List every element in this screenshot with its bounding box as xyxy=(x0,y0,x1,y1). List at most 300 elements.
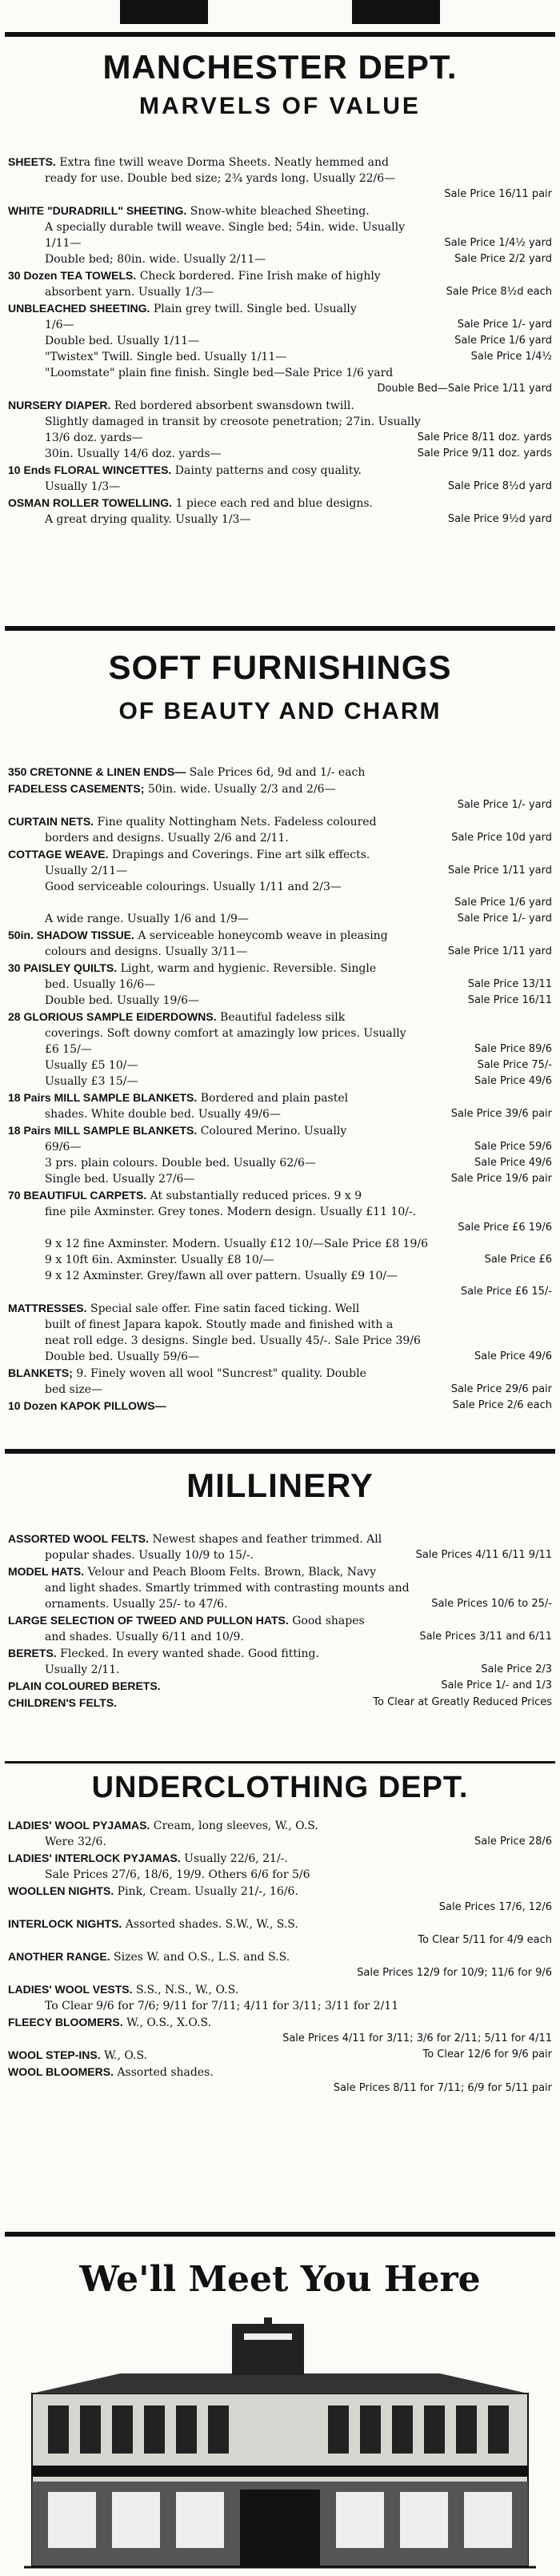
listing-item xyxy=(8,397,552,462)
listing-item xyxy=(8,1678,552,1695)
listing-line xyxy=(8,830,552,846)
listing-line xyxy=(8,219,552,235)
sale-price: Sale Price 16/11 pair xyxy=(444,188,552,200)
item-text: Usually 2/11— xyxy=(45,865,128,877)
listing-item xyxy=(8,1089,552,1122)
footer-title: We'll Meet You Here xyxy=(79,2259,481,2300)
millinery-items xyxy=(8,1531,552,1711)
listing-line xyxy=(8,1382,552,1398)
item-text: coverings. Soft downy comfort at amazingly low prices. Usually xyxy=(45,1027,406,1040)
listing-line xyxy=(8,300,552,317)
listing-item xyxy=(8,846,552,927)
item-text: 13/6 doz. yards— xyxy=(45,431,143,444)
listing-item xyxy=(8,495,552,528)
item-text: 9. Finely woven all wool "Suncrest" quality. Double xyxy=(76,1367,366,1380)
item-text: ornaments. Usually 25/- to 47/6. xyxy=(45,1598,228,1611)
item-heading: SHEETS. xyxy=(8,155,56,168)
listing-line xyxy=(8,1580,552,1596)
sale-price: Sale Price 75/- xyxy=(477,1059,552,1071)
listing-item xyxy=(8,1817,552,1850)
item-text: A wide range. Usually 1/6 and 1/9— xyxy=(45,913,249,925)
listing-line xyxy=(8,846,552,863)
sale-price: Sale Price 8½d yard xyxy=(447,480,552,492)
sale-price: Sale Prices 3/11 and 6/11 xyxy=(419,1631,552,1643)
listing-line xyxy=(8,203,552,219)
item-text: Newest shapes and feather trimmed. All xyxy=(152,1533,382,1546)
item-text: Usually 2/11. xyxy=(45,1663,120,1676)
store-building-illustration xyxy=(24,2317,536,2572)
listing-item xyxy=(8,1398,552,1414)
item-text: A serviceable honeycomb weave in pleasing xyxy=(138,929,388,942)
item-heading: 50in. SHADOW TISSUE. xyxy=(8,929,134,941)
listing-line xyxy=(8,1883,552,1900)
listing-line xyxy=(8,863,552,879)
listing-line xyxy=(8,1025,552,1041)
listing-line xyxy=(8,187,552,203)
listing-line xyxy=(8,1073,552,1089)
item-text: Assorted shades. S.W., W., S.S. xyxy=(125,1918,298,1931)
item-text: Bordered and plain pastel xyxy=(200,1092,349,1105)
item-text: Assorted shades. xyxy=(117,2066,214,2079)
item-heading: LADIES' INTERLOCK PYJAMAS. xyxy=(8,1852,181,1864)
item-heading: WHITE "DURADRILL" SHEETING. xyxy=(8,204,187,217)
item-heading: 30 PAISLEY QUILTS. xyxy=(8,961,118,974)
sale-price: Sale Price 39/6 pair xyxy=(450,1108,552,1120)
listing-line xyxy=(8,1834,552,1850)
listing-item xyxy=(8,1883,552,1916)
listing-line xyxy=(8,1596,552,1612)
listing-line xyxy=(8,1817,552,1834)
manchester-items xyxy=(8,154,552,528)
listing-line xyxy=(8,365,552,381)
sale-price: Sale Price 16/11 xyxy=(467,994,552,1006)
sale-price: Sale Price 28/6 xyxy=(474,1836,552,1848)
item-heading: BLANKETS; xyxy=(8,1366,73,1379)
listing-line xyxy=(8,1317,552,1333)
item-text: Slightly damaged in transit by creosote penetration; 27in. Usually xyxy=(45,415,421,428)
sale-price: Sale Price 49/6 xyxy=(474,1157,552,1169)
listing-item xyxy=(8,1531,552,1563)
item-heading: 70 BEAUTIFUL CARPETS. xyxy=(8,1189,147,1202)
item-text: Velour and Peach Bloom Felts. Brown, Black, Navy xyxy=(87,1566,377,1579)
item-text: Usually 22/6, 21/-. xyxy=(184,1852,288,1865)
divider xyxy=(5,626,555,631)
item-heading: UNBLEACHED SHEETING. xyxy=(8,302,150,315)
listing-line xyxy=(8,446,552,462)
millinery-title: MILLINERY xyxy=(186,1467,374,1504)
listing-item xyxy=(8,1009,552,1089)
item-text: Drapings and Coverings. Fine art silk effects. xyxy=(111,849,370,861)
item-heading: FLEECY BLOOMERS. xyxy=(8,2016,123,2028)
listing-item xyxy=(8,780,552,813)
listing-item xyxy=(8,1300,552,1365)
listing-line xyxy=(8,911,552,927)
listing-item xyxy=(8,1850,552,1883)
item-heading: MODEL HATS. xyxy=(8,1565,85,1578)
item-text: At substantially reduced prices. 9 x 9 xyxy=(150,1190,362,1202)
sale-price: Sale Prices 8/11 for 7/11; 6/9 for 5/11 pair xyxy=(333,2082,552,2094)
item-text: Double bed. Usually 59/6— xyxy=(45,1350,200,1363)
sale-price: Sale Price 59/6 xyxy=(474,1141,552,1153)
listing-item xyxy=(8,267,552,300)
listing-item xyxy=(8,1122,552,1187)
sale-price: Sale Prices 4/11 6/11 9/11 xyxy=(415,1549,552,1561)
item-text: and light shades. Smartly trimmed with contrasting mounts and xyxy=(45,1582,410,1595)
sale-price: Sale Price 1/- yard xyxy=(457,319,552,331)
item-text: neat roll edge. 3 designs. Single bed. Usually 45/-. Sale Price 39/6 xyxy=(45,1334,421,1347)
item-text: Usually £5 10/— xyxy=(45,1059,138,1072)
sale-price: Sale Price 49/6 xyxy=(474,1075,552,1087)
divider xyxy=(5,1449,555,1454)
sale-price: Sale Price 9/11 doz. yards xyxy=(417,447,552,459)
listing-line xyxy=(8,2031,552,2047)
listing-line xyxy=(8,1867,552,1883)
listing-line xyxy=(8,927,552,944)
listing-line xyxy=(8,2064,552,2080)
listing-line xyxy=(8,1187,552,1204)
sale-price: Sale Price 2/6 each xyxy=(452,1399,552,1411)
sale-price: Sale Price 19/6 pair xyxy=(450,1173,552,1185)
item-heading: CURTAIN NETS. xyxy=(8,815,94,828)
listing-line xyxy=(8,1171,552,1187)
item-text: Good shapes xyxy=(292,1615,365,1627)
divider xyxy=(5,1761,555,1763)
listing-line xyxy=(8,235,552,251)
listing-line xyxy=(8,1563,552,1580)
item-text: "Twistex" Twill. Single bed. Usually 1/11— xyxy=(45,351,287,363)
soft-furnishings-subtitle: OF BEAUTY AND CHARM xyxy=(118,698,442,724)
listing-item xyxy=(8,300,552,397)
item-heading: WOOL STEP-INS. xyxy=(8,2048,101,2061)
listing-line xyxy=(8,512,552,528)
item-text: 1/11— xyxy=(45,237,82,250)
listing-line xyxy=(8,349,552,365)
manchester-subtitle: MARVELS OF VALUE xyxy=(139,93,421,119)
listing-line xyxy=(8,960,552,977)
listing-line xyxy=(8,1204,552,1220)
item-text: colours and designs. Usually 3/11— xyxy=(45,945,248,958)
item-text: 1 piece each red and blue designs. xyxy=(175,497,374,510)
item-heading: MATTRESSES. xyxy=(8,1302,87,1314)
listing-item xyxy=(8,960,552,1009)
item-text: Light, warm and hygienic. Reversible. Single xyxy=(120,962,377,975)
item-heading: 18 Pairs MILL SAMPLE BLANKETS. xyxy=(8,1091,198,1104)
sale-price: Sale Price 29/6 pair xyxy=(450,1383,552,1395)
item-heading: LADIES' WOOL VESTS. xyxy=(8,1983,133,1996)
listing-line xyxy=(8,1531,552,1547)
listing-line xyxy=(8,397,552,414)
underclothing-title: UNDERCLOTHING DEPT. xyxy=(91,1771,469,1804)
item-text: and shades. Usually 6/11 and 10/9. xyxy=(45,1631,244,1643)
listing-line xyxy=(8,1155,552,1171)
item-heading: OSMAN ROLLER TOWELLING. xyxy=(8,496,173,509)
listing-line xyxy=(8,1695,552,1711)
item-text: Sale Prices 27/6, 18/6, 19/9. Others 6/6 for 5/6 xyxy=(45,1868,310,1881)
item-text: Check bordered. Fine Irish make of highly xyxy=(139,270,381,283)
soft-furnishings-title: SOFT FURNISHINGS xyxy=(108,648,452,686)
item-text: shades. White double bed. Usually 49/6— xyxy=(45,1108,281,1121)
listing-line xyxy=(8,895,552,911)
item-text: Extra fine twill weave Dorma Sheets. Neatly hemmed and xyxy=(59,156,389,169)
listing-item xyxy=(8,1612,552,1645)
item-text: Usually £3 15/— xyxy=(45,1075,138,1088)
item-heading: BERETS. xyxy=(8,1647,57,1659)
item-heading: 28 GLORIOUS SAMPLE EIDERDOWNS. xyxy=(8,1010,217,1023)
sale-price: Sale Price 13/11 xyxy=(467,978,552,990)
sale-price: Sale Price £6 15/- xyxy=(460,1286,552,1298)
listing-line xyxy=(8,993,552,1009)
item-text: 50in. wide. Usually 2/3 and 2/6— xyxy=(147,783,336,796)
listing-line xyxy=(8,333,552,349)
item-text: Flecked. In every wanted shade. Good fitting. xyxy=(60,1647,319,1660)
sale-price: Sale Price £6 xyxy=(484,1254,552,1266)
listing-line xyxy=(8,764,552,780)
sale-price: Sale Price £6 19/6 xyxy=(458,1222,552,1234)
item-heading: LARGE SELECTION OF TWEED AND PULLON HATS. xyxy=(8,1614,289,1627)
item-heading: 350 CRETONNE & LINEN ENDS— xyxy=(8,765,186,778)
sale-price: To Clear 12/6 for 9/6 pair xyxy=(422,2048,552,2060)
item-text: Pink, Cream. Usually 21/-, 16/6. xyxy=(117,1885,298,1898)
listing-line xyxy=(8,317,552,333)
item-heading: COTTAGE WEAVE. xyxy=(8,848,109,861)
sale-price: Sale Price 8½d each xyxy=(446,286,552,298)
item-text: Coloured Merino. Usually xyxy=(200,1125,347,1138)
divider xyxy=(5,32,555,37)
listing-line xyxy=(8,381,552,397)
item-text: To Clear 9/6 for 7/6; 9/11 for 7/11; 4/11 for 3/11; 3/11 for 2/11 xyxy=(45,2000,399,2012)
sale-price: Sale Price 49/6 xyxy=(474,1350,552,1362)
item-text: Red bordered absorbent swansdown twill. xyxy=(114,399,354,412)
item-text: 9 x 12 fine Axminster. Modern. Usually £12 10/—Sale Price £8 19/6 xyxy=(45,1238,428,1250)
listing-line xyxy=(8,1629,552,1645)
item-heading: NURSERY DIAPER. xyxy=(8,399,111,411)
top-banner-fragment xyxy=(0,0,560,30)
item-text: Dainty patterns and cosy quality. xyxy=(174,464,362,477)
listing-line xyxy=(8,267,552,284)
item-text: 9 x 10ft 6in. Axminster. Usually £8 10/— xyxy=(45,1254,274,1266)
listing-line xyxy=(8,1965,552,1981)
listing-line xyxy=(8,251,552,267)
sale-price: To Clear at Greatly Reduced Prices xyxy=(373,1696,552,1708)
item-text: bed. Usually 16/6— xyxy=(45,978,156,991)
listing-line xyxy=(8,1916,552,1932)
item-text: Good serviceable colourings. Usually 1/11 and 2/3— xyxy=(45,881,342,893)
item-heading: WOOLLEN NIGHTS. xyxy=(8,1884,114,1897)
item-text: Were 32/6. xyxy=(45,1836,106,1848)
listing-item xyxy=(8,1981,552,2014)
listing-line xyxy=(8,1948,552,1965)
item-text: W., O.S., X.O.S. xyxy=(126,2016,212,2029)
item-heading: CHILDREN'S FELTS. xyxy=(8,1696,118,1709)
listing-line xyxy=(8,1981,552,1998)
item-heading: LADIES' WOOL PYJAMAS. xyxy=(8,1819,150,1832)
listing-line xyxy=(8,154,552,171)
item-heading: FADELESS CASEMENTS; xyxy=(8,782,145,795)
listing-item xyxy=(8,1365,552,1398)
listing-line xyxy=(8,462,552,479)
listing-line xyxy=(8,1850,552,1867)
listing-item xyxy=(8,2014,552,2047)
soft-furnishings-items xyxy=(8,764,552,1414)
manchester-title: MANCHESTER DEPT. xyxy=(102,48,458,86)
item-text: Sizes W. and O.S., L.S. and S.S. xyxy=(114,1951,290,1964)
listing-line xyxy=(8,944,552,960)
item-text: Usually 1/3— xyxy=(45,480,121,493)
listing-line xyxy=(8,1139,552,1155)
listing-item xyxy=(8,203,552,267)
sale-price: Sale Price 1/6 yard xyxy=(454,335,552,347)
item-text: ready for use. Double bed size; 2¾ yards long. Usually 22/6— xyxy=(45,172,396,185)
listing-item xyxy=(8,1645,552,1678)
sale-price: Sale Prices 17/6, 12/6 xyxy=(438,1901,552,1913)
listing-item xyxy=(8,2064,552,2097)
listing-line xyxy=(8,2080,552,2097)
item-text: Sale Prices 6d, 9d and 1/- each xyxy=(189,766,366,779)
listing-line xyxy=(8,1900,552,1916)
sale-price: Sale Price 9½d yard xyxy=(447,513,552,525)
item-heading: WOOL BLOOMERS. xyxy=(8,2065,114,2078)
listing-item xyxy=(8,1187,552,1300)
item-text: 30in. Usually 14/6 doz. yards— xyxy=(45,447,222,460)
sale-price: Sale Prices 12/9 for 10/9; 11/6 for 9/6 xyxy=(357,1967,552,1979)
item-heading: 30 Dozen TEA TOWELS. xyxy=(8,269,137,282)
listing-line xyxy=(8,1365,552,1382)
item-heading: 10 Dozen KAPOK PILLOWS— xyxy=(8,1399,166,1412)
item-text: 1/6— xyxy=(45,319,74,331)
listing-line xyxy=(8,1009,552,1025)
item-heading: 18 Pairs MILL SAMPLE BLANKETS. xyxy=(8,1124,198,1137)
item-text: £6 15/— xyxy=(45,1043,92,1056)
underclothing-items xyxy=(8,1817,552,2097)
sale-price: Sale Price 1/- yard xyxy=(457,799,552,811)
sale-price: Sale Price 1/6 yard xyxy=(454,897,552,909)
item-heading: 10 Ends FLORAL WINCETTES. xyxy=(8,463,172,476)
item-text: W., O.S. xyxy=(104,2049,148,2062)
listing-line xyxy=(8,479,552,495)
sale-price: Sale Price 2/2 yard xyxy=(454,253,552,265)
sale-price: Double Bed—Sale Price 1/11 yard xyxy=(377,383,552,395)
listing-line xyxy=(8,1089,552,1106)
listing-line xyxy=(8,1220,552,1236)
item-heading: PLAIN COLOURED BERETS. xyxy=(8,1679,161,1692)
listing-line xyxy=(8,430,552,446)
item-text: absorbent yarn. Usually 1/3— xyxy=(45,286,214,299)
sale-price: Sale Price 1/11 yard xyxy=(447,945,552,957)
listing-item xyxy=(8,1916,552,1948)
item-text: Single bed. Usually 27/6— xyxy=(45,1173,195,1186)
item-text: 3 prs. plain colours. Double bed. Usually 62/6— xyxy=(45,1157,316,1170)
item-text: Fine quality Nottingham Nets. Fadeless coloured xyxy=(97,816,377,829)
listing-item xyxy=(8,462,552,495)
listing-line xyxy=(8,780,552,797)
sale-price: Sale Price 1/4½ yard xyxy=(444,237,552,249)
listing-line xyxy=(8,2047,552,2064)
listing-line xyxy=(8,1252,552,1268)
item-text: Double bed; 80in. wide. Usually 2/11— xyxy=(45,253,266,266)
item-text: Cream, long sleeves, W., O.S. xyxy=(153,1820,318,1832)
sale-price: Sale Prices 10/6 to 25/- xyxy=(431,1598,552,1610)
listing-line xyxy=(8,1349,552,1365)
listing-line xyxy=(8,1268,552,1284)
listing-item xyxy=(8,813,552,846)
listing-line xyxy=(8,495,552,512)
item-text: 9 x 12 Axminster. Grey/fawn all over pattern. Usually £9 10/— xyxy=(45,1270,398,1282)
item-text: fine pile Axminster. Grey tones. Modern design. Usually £11 10/-. xyxy=(45,1206,417,1218)
listing-line xyxy=(8,284,552,300)
sale-price: Sale Price 1/11 yard xyxy=(447,865,552,877)
listing-line xyxy=(8,1284,552,1300)
listing-line xyxy=(8,1398,552,1414)
listing-line xyxy=(8,1106,552,1122)
listing-line xyxy=(8,879,552,895)
listing-line xyxy=(8,1547,552,1563)
listing-line xyxy=(8,1057,552,1073)
listing-item xyxy=(8,154,552,203)
listing-line xyxy=(8,2014,552,2031)
item-text: Beautiful fadeless silk xyxy=(220,1011,346,1024)
listing-line xyxy=(8,1998,552,2014)
item-text: Double bed. Usually 1/11— xyxy=(45,335,200,347)
item-text: Double bed. Usually 19/6— xyxy=(45,994,200,1007)
listing-item xyxy=(8,2047,552,2064)
listing-line xyxy=(8,414,552,430)
listing-line xyxy=(8,1300,552,1317)
item-text: 69/6— xyxy=(45,1141,82,1154)
item-text: Snow-white bleached Sheeting. xyxy=(190,205,370,218)
item-text: Special sale offer. Fine satin faced ticking. Well xyxy=(90,1302,360,1315)
listing-line xyxy=(8,813,552,830)
item-text: A great drying quality. Usually 1/3— xyxy=(45,513,251,526)
sale-price: Sale Price 10d yard xyxy=(451,832,552,844)
listing-item xyxy=(8,1563,552,1612)
listing-line xyxy=(8,1932,552,1948)
listing-line xyxy=(8,1236,552,1252)
item-text: built of finest Japara kapok. Stoutly made and finished with a xyxy=(45,1318,394,1331)
item-text: S.S., N.S., W., O.S. xyxy=(135,1984,239,1996)
listing-line xyxy=(8,1662,552,1678)
divider xyxy=(5,2232,555,2237)
item-text: popular shades. Usually 10/9 to 15/-. xyxy=(45,1549,254,1562)
listing-line xyxy=(8,171,552,187)
item-heading: ANOTHER RANGE. xyxy=(8,1950,110,1963)
item-text: Plain grey twill. Single bed. Usually xyxy=(153,303,357,315)
listing-line xyxy=(8,977,552,993)
item-text: A specially durable twill weave. Single bed; 54in. wide. Usually xyxy=(45,221,406,234)
listing-line xyxy=(8,1612,552,1629)
listing-line xyxy=(8,1041,552,1057)
sale-price: Sale Price 89/6 xyxy=(474,1043,552,1055)
listing-line xyxy=(8,797,552,813)
item-text: borders and designs. Usually 2/6 and 2/11. xyxy=(45,832,289,845)
sale-price: Sale Price 1/- and 1/3 xyxy=(441,1679,552,1691)
sale-price: Sale Prices 4/11 for 3/11; 3/6 for 2/11; 5/11 for 4/11 xyxy=(282,2032,552,2044)
listing-item xyxy=(8,927,552,960)
sale-price: Sale Price 1/- yard xyxy=(457,913,552,925)
listing-item xyxy=(8,1948,552,1981)
item-text: "Loomstate" plain fine finish. Single bed—Sale Price 1/6 yard xyxy=(45,367,394,379)
sale-price: Sale Price 8/11 doz. yards xyxy=(417,431,552,443)
listing-line xyxy=(8,1122,552,1139)
item-heading: ASSORTED WOOL FELTS. xyxy=(8,1532,150,1545)
sale-price: Sale Price 2/3 xyxy=(481,1663,552,1675)
listing-line xyxy=(8,1678,552,1695)
listing-line xyxy=(8,1645,552,1662)
sale-price: Sale Price 1/4½ xyxy=(470,351,552,363)
item-text: bed size— xyxy=(45,1383,102,1396)
sale-price: To Clear 5/11 for 4/9 each xyxy=(418,1934,552,1946)
listing-line xyxy=(8,1333,552,1349)
item-heading: INTERLOCK NIGHTS. xyxy=(8,1917,122,1930)
